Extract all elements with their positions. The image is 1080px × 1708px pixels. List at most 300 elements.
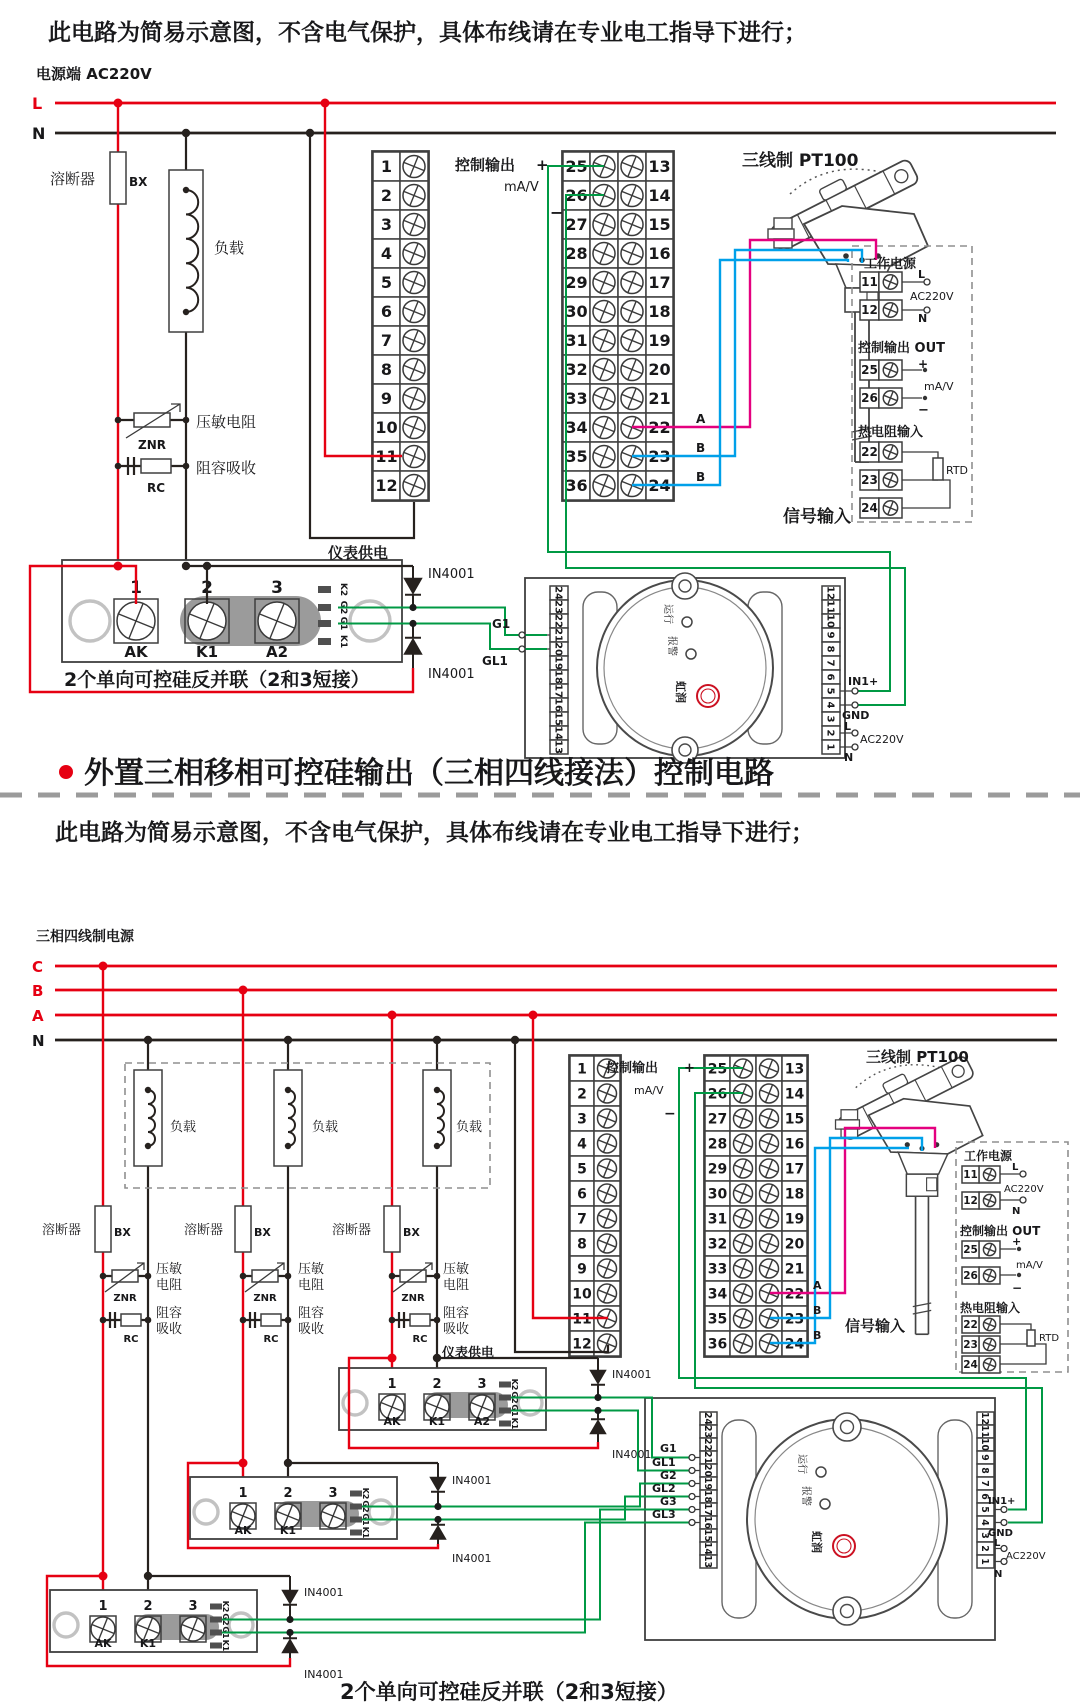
terminal-number: 33 [707,1261,728,1278]
terminal-number: 2 [577,1086,587,1103]
strip-number: 23 [552,599,564,615]
svg-text:负载: 负载 [456,1120,483,1135]
load-s2-3 [423,1070,451,1166]
terminal-number: 22 [648,418,671,438]
svg-text:N: N [1012,1206,1021,1217]
terminal-number: 14 [784,1086,805,1103]
terminal-number: 35 [565,447,588,467]
strip-number: 18 [552,669,564,685]
terminal-number: 12 [375,476,398,496]
svg-text:G1: G1 [337,616,348,631]
svg-text:24: 24 [963,1359,978,1372]
svg-text:−: − [918,403,929,418]
svg-text:2: 2 [432,1377,442,1392]
svg-text:控制输出 OUT: 控制输出 OUT [858,341,946,356]
terminal-number: 32 [565,360,588,380]
strip-number: 4 [824,701,836,709]
terminal-number: 30 [707,1186,728,1203]
svg-text:AK: AK [383,1415,401,1428]
svg-text:G1: G1 [361,1513,371,1526]
svg-text:G2: G2 [510,1391,520,1404]
terminal-number: 10 [375,418,398,438]
svg-text:25: 25 [963,1244,978,1257]
strip-number: 3 [979,1532,991,1539]
strip-number: 18 [702,1489,714,1504]
strip-number: 14 [552,725,564,741]
svg-text:GND: GND [842,709,870,722]
terminal-number: 1 [577,1061,587,1078]
svg-text:AC220V: AC220V [1006,1551,1046,1562]
strip-number: 8 [824,645,836,653]
svg-text:工作电源: 工作电源 [964,1149,1013,1163]
terminal-number: 35 [707,1311,728,1328]
svg-text:K2: K2 [510,1378,520,1391]
svg-text:虹润: 虹润 [674,681,687,703]
svg-text:虹润: 虹润 [810,1531,823,1553]
heading-s2: 外置三相移相可控硅输出（三相四线接法）控制电路 [84,756,774,791]
terminal-number: 9 [577,1261,587,1278]
pt100-sensor-s1 [763,148,928,462]
terminal-number: 28 [565,244,588,264]
gate-gl1-s1: GL1 [482,654,508,668]
svg-text:+: + [918,357,929,371]
svg-text:mA/V: mA/V [634,1084,664,1097]
svg-text:1: 1 [387,1377,397,1392]
strip-number: 10 [979,1437,991,1452]
svg-text:ZNR: ZNR [401,1293,425,1304]
svg-text:L: L [844,720,852,733]
svg-text:26: 26 [861,391,878,406]
strip-number: 11 [979,1424,991,1439]
svg-text:K1: K1 [337,634,348,649]
svg-text:−: − [1012,1281,1023,1295]
terminal-number: 17 [784,1161,805,1178]
terminal-number: 10 [572,1286,592,1303]
svg-text:3: 3 [271,578,283,598]
terminal-block-s2-left [569,1055,621,1357]
terminal-block-s1-right [562,151,674,501]
terminal-number: 5 [380,273,393,293]
svg-text:23: 23 [963,1339,978,1352]
strip-number: 1 [979,1558,991,1565]
svg-text:G1: G1 [660,1442,677,1455]
svg-text:1: 1 [238,1486,248,1501]
terminal-number: 23 [784,1311,805,1328]
signal-input-s1: 信号输入 [783,507,851,527]
strip-number: 12 [979,1411,991,1426]
meter-supply-s1: 仪表供电 [328,544,389,562]
terminal-number: 13 [648,157,671,177]
terminal-number: 3 [380,215,393,235]
strip-number: 12 [824,585,836,601]
brand-logo [697,685,719,707]
strip-number: 13 [702,1554,714,1569]
terminal-number: 15 [784,1111,805,1128]
run-led [682,617,692,627]
svg-text:RC: RC [123,1334,139,1345]
strip-number: 10 [824,613,836,629]
terminal-number: 24 [784,1336,805,1353]
svg-text:3: 3 [477,1377,487,1392]
strip-number: 7 [824,659,836,667]
terminal-number: 6 [577,1186,587,1203]
svg-text:IN4001: IN4001 [612,1368,652,1381]
svg-text:报警: 报警 [800,1486,811,1506]
svg-text:压敏: 压敏 [156,1262,183,1277]
svg-text:B: B [696,441,706,455]
scr-caption-s2: 2个单向可控硅反并联（2和3短接） [340,1680,678,1704]
terminal-number: 17 [648,273,671,293]
svg-text:控制输出 OUT: 控制输出 OUT [960,1224,1041,1238]
svg-text:26: 26 [963,1270,978,1283]
svg-text:11: 11 [963,1169,978,1182]
line-n: N [32,124,46,143]
svg-text:GL3: GL3 [652,1508,676,1521]
svg-text:22: 22 [861,445,878,460]
terminal-number: 30 [565,302,588,322]
terminal-number: 23 [648,447,671,467]
svg-text:N: N [844,751,854,764]
mounting-lug [194,1500,218,1524]
strip-number: 2 [824,729,836,737]
strip-number: 4 [979,1519,991,1526]
ctrl-strip-s1-right [822,586,840,754]
svg-text:A: A [696,412,706,426]
terminal-number: 20 [784,1236,805,1253]
svg-text:B: B [696,470,706,484]
pt100-label-s2: 三线制 PT100 [866,1048,969,1066]
svg-text:ZNR: ZNR [113,1293,137,1304]
svg-text:12: 12 [963,1195,978,1208]
svg-text:电阻: 电阻 [443,1278,470,1293]
svg-text:B: B [813,1329,822,1342]
note-s2: 此电路为简易示意图，不含电气保护，具体布线请在专业电工指导下进行； [55,820,814,846]
svg-text:AK: AK [234,1524,252,1537]
svg-text:负载: 负载 [312,1120,339,1135]
strip-number: 22 [702,1437,714,1452]
svg-text:热电阻输入: 热电阻输入 [960,1301,1021,1315]
terminal-number: 21 [784,1261,805,1278]
svg-text:3: 3 [328,1486,338,1501]
diode-in4001 [591,1411,605,1443]
svg-text:RC: RC [146,481,166,495]
gate-g1-s1: G1 [492,617,511,631]
svg-text:BX: BX [254,1226,271,1239]
terminal-block-s2-right [704,1055,808,1357]
svg-text:吸收: 吸收 [156,1322,183,1337]
svg-text:电阻: 电阻 [156,1278,183,1293]
varistors-s2 [105,1263,432,1292]
snubber-label-s1: 阻容吸收 [196,459,257,477]
strip-number: 24 [552,585,564,601]
svg-text:GL2: GL2 [652,1482,676,1495]
svg-text:IN4001: IN4001 [304,1668,344,1681]
terminal-number: 2 [380,186,393,206]
terminal-number: 31 [707,1211,728,1228]
diode-in4001 [405,566,421,608]
terminal-number: 4 [380,244,393,264]
svg-text:ZNR: ZNR [138,438,166,452]
terminal-number: 11 [375,447,398,467]
terminal-number: 28 [707,1136,728,1153]
diode-in4001 [283,1633,297,1659]
svg-text:2: 2 [201,578,213,598]
strip-number: 22 [552,613,564,629]
terminal-number: 22 [784,1286,805,1303]
svg-text:1: 1 [98,1599,108,1614]
strip-number: 19 [552,655,564,671]
strip-number: 7 [979,1480,991,1487]
meter-supply-s2: 仪表供电 [442,1346,495,1361]
terminal-number: 5 [577,1161,587,1178]
svg-text:IN1+: IN1+ [848,675,879,688]
terminal-number: 8 [380,360,393,380]
power-label-s2: 三相四线制电源 [36,929,134,945]
rc-snubber-section1 [128,457,171,475]
svg-text:IN4001: IN4001 [452,1474,492,1487]
svg-text:23: 23 [861,473,878,488]
phase-controller-s2 [645,1398,1001,1640]
svg-text:mA/V: mA/V [1016,1260,1043,1271]
svg-text:阻容: 阻容 [298,1306,325,1321]
svg-text:24: 24 [861,501,878,516]
scr-module-s2-a [339,1368,546,1430]
terminal-number: 33 [565,389,588,409]
terminal-number: 19 [784,1211,805,1228]
svg-text:K1: K1 [428,1415,446,1428]
svg-text:K2: K2 [221,1600,231,1613]
strip-number: 5 [824,687,836,695]
strip-number: 2 [979,1545,991,1552]
line-l: L [32,94,43,113]
svg-text:阻容: 阻容 [443,1306,470,1321]
svg-text:电阻: 电阻 [298,1278,325,1293]
svg-text:ZNR: ZNR [253,1293,277,1304]
io-box-s1 [852,246,972,522]
svg-text:−: − [664,1106,676,1122]
diode-in4001 [431,1463,445,1507]
terminal-number: 34 [707,1286,728,1303]
svg-text:G2: G2 [221,1613,231,1626]
terminal-number: 34 [565,418,588,438]
svg-text:RTD: RTD [946,464,969,477]
strip-number: 17 [552,683,564,699]
svg-text:G1: G1 [510,1404,520,1417]
terminal-number: 7 [577,1211,587,1228]
svg-text:K1: K1 [361,1526,371,1539]
load-label-s1: 负载 [214,239,245,257]
ctrl-strip-s2-left [700,1412,717,1568]
svg-text:G2: G2 [337,600,348,615]
terminal-number: 18 [784,1186,805,1203]
svg-text:报警: 报警 [666,636,677,656]
terminal-number: 27 [565,215,588,235]
svg-text:压敏: 压敏 [443,1262,470,1277]
svg-text:工作电源: 工作电源 [864,257,917,272]
terminal-number: 12 [572,1336,592,1353]
diode-in4001 [431,1520,445,1545]
power-label-s1: 电源端 AC220V [36,65,152,83]
terminal-number: 20 [648,360,671,380]
svg-text:吸收: 吸收 [443,1322,470,1337]
svg-text:K1: K1 [510,1417,520,1430]
svg-text:IN1+: IN1+ [988,1496,1016,1507]
svg-text:吸收: 吸收 [298,1322,325,1337]
strip-number: 21 [702,1450,714,1465]
svg-text:K1: K1 [195,643,219,661]
strip-number: 24 [702,1411,714,1426]
varistor-label-s1: 压敏电阻 [196,413,257,431]
strip-number: 15 [702,1528,714,1543]
terminal-number: 8 [577,1236,587,1253]
svg-text:热电阻输入: 热电阻输入 [858,425,924,440]
svg-text:N: N [994,1569,1003,1580]
strip-number: 5 [979,1506,991,1513]
svg-text:IN4001: IN4001 [428,667,475,682]
strip-number: 23 [702,1424,714,1439]
strip-number: 8 [979,1467,991,1474]
svg-text:GL1: GL1 [652,1456,676,1469]
diode-in4001 [283,1576,297,1620]
fuse-label-s1: 溶断器 [50,170,96,188]
mounting-lug [343,1391,367,1415]
terminal-number: 15 [648,215,671,235]
strip-number: 15 [552,711,564,727]
svg-text:A: A [813,1279,822,1292]
strip-number: 6 [824,673,836,681]
svg-text:AC220V: AC220V [910,290,954,303]
terminal-number: 25 [565,157,588,177]
svg-text:溶断器: 溶断器 [184,1223,224,1238]
svg-text:G3: G3 [660,1495,677,1508]
svg-text:IN4001: IN4001 [612,1448,652,1461]
mounting-lug [54,1613,78,1637]
scr-module-s1 [62,560,402,662]
svg-text:C: C [32,958,44,976]
svg-text:K1: K1 [221,1639,231,1652]
terminal-number: 27 [707,1111,728,1128]
terminal-number: 36 [565,476,588,496]
terminal-number: 32 [707,1236,728,1253]
terminal-number: 16 [648,244,671,264]
terminal-number: 7 [380,331,393,351]
terminal-number: 19 [648,331,671,351]
svg-text:+: + [684,1061,695,1076]
svg-text:N: N [918,312,928,325]
terminal-number: 21 [648,389,671,409]
svg-text:GND: GND [988,1528,1013,1539]
signal-input-s2: 信号输入 [845,1317,906,1335]
svg-text:K1: K1 [139,1637,157,1650]
ctrl-out-s2: 控制输出 [606,1061,659,1076]
strip-number: 16 [702,1515,714,1530]
svg-text:AK: AK [94,1637,112,1650]
svg-text:K2: K2 [337,582,348,597]
strip-number: 20 [702,1463,714,1478]
terminal-block-s1-left [372,151,429,501]
strip-number: 9 [824,631,836,639]
svg-text:G2: G2 [660,1469,677,1482]
ctrl-strip-s1-left [550,586,568,754]
terminal-number: 18 [648,302,671,322]
svg-text:−: − [550,203,564,222]
load-s2-1 [134,1070,162,1166]
svg-text:运行: 运行 [796,1454,807,1474]
load-section1 [169,170,203,332]
terminal-number: 6 [380,302,393,322]
svg-text:运行: 运行 [662,604,673,624]
note-s1: 此电路为简易示意图，不含电气保护，具体布线请在专业电工指导下进行； [48,20,807,46]
strip-number: 13 [552,739,564,755]
terminal-number: 14 [648,186,671,206]
svg-text:12: 12 [861,303,878,318]
scr-module-s2-c [50,1590,257,1652]
strip-number: 21 [552,627,564,643]
strip-number: 19 [702,1476,714,1491]
svg-text:RTD: RTD [1039,1333,1060,1344]
fuse-section1 [110,152,126,204]
svg-text:mA/V: mA/V [924,380,954,393]
svg-text:+: + [536,156,549,174]
strip-number: 6 [979,1493,991,1500]
terminal-number: 29 [707,1161,728,1178]
terminal-number: 16 [784,1136,805,1153]
svg-text:RC: RC [263,1334,279,1345]
svg-text:L: L [1012,1162,1019,1173]
terminal-number: 36 [707,1336,728,1353]
terminal-number: 9 [380,389,393,409]
terminal-number: 26 [565,186,588,206]
run-led [816,1467,826,1477]
ctrl-strip-s2-right [977,1412,994,1568]
svg-text:N: N [32,1032,45,1050]
strip-number: 3 [824,715,836,723]
svg-text:25: 25 [861,363,878,378]
terminal-number: 11 [572,1311,592,1328]
terminal-number: 24 [648,476,671,496]
svg-text:BX: BX [129,175,148,189]
svg-text:溶断器: 溶断器 [332,1223,372,1238]
ctrl-out-s1: 控制输出 [455,156,516,174]
terminal-number: 29 [565,273,588,293]
strip-number: 11 [824,599,836,615]
strip-number: 16 [552,697,564,713]
terminal-number: 4 [577,1136,587,1153]
svg-text:22: 22 [963,1319,978,1332]
strip-number: 1 [824,743,836,751]
svg-text:B: B [813,1304,822,1317]
svg-text:AC220V: AC220V [1004,1184,1044,1195]
svg-text:L: L [918,268,926,281]
svg-text:RC: RC [412,1334,428,1345]
terminal-number: 13 [784,1061,805,1078]
heading-bullet [59,765,73,779]
svg-text:K1: K1 [279,1524,297,1537]
svg-text:2: 2 [283,1486,293,1501]
svg-text:压敏: 压敏 [298,1262,325,1277]
scr-caption-s1: 2个单向可控硅反并联（2和3短接） [64,669,370,691]
svg-text:3: 3 [188,1599,198,1614]
svg-text:BX: BX [403,1226,420,1239]
alarm-led [686,649,696,659]
terminal-number: 31 [565,331,588,351]
svg-text:A: A [32,1007,44,1025]
phase-controller-s1 [525,573,852,763]
svg-text:G1: G1 [221,1626,231,1639]
strip-number: 14 [702,1541,714,1556]
diode-in4001 [405,624,421,669]
diode-in4001 [591,1358,605,1398]
